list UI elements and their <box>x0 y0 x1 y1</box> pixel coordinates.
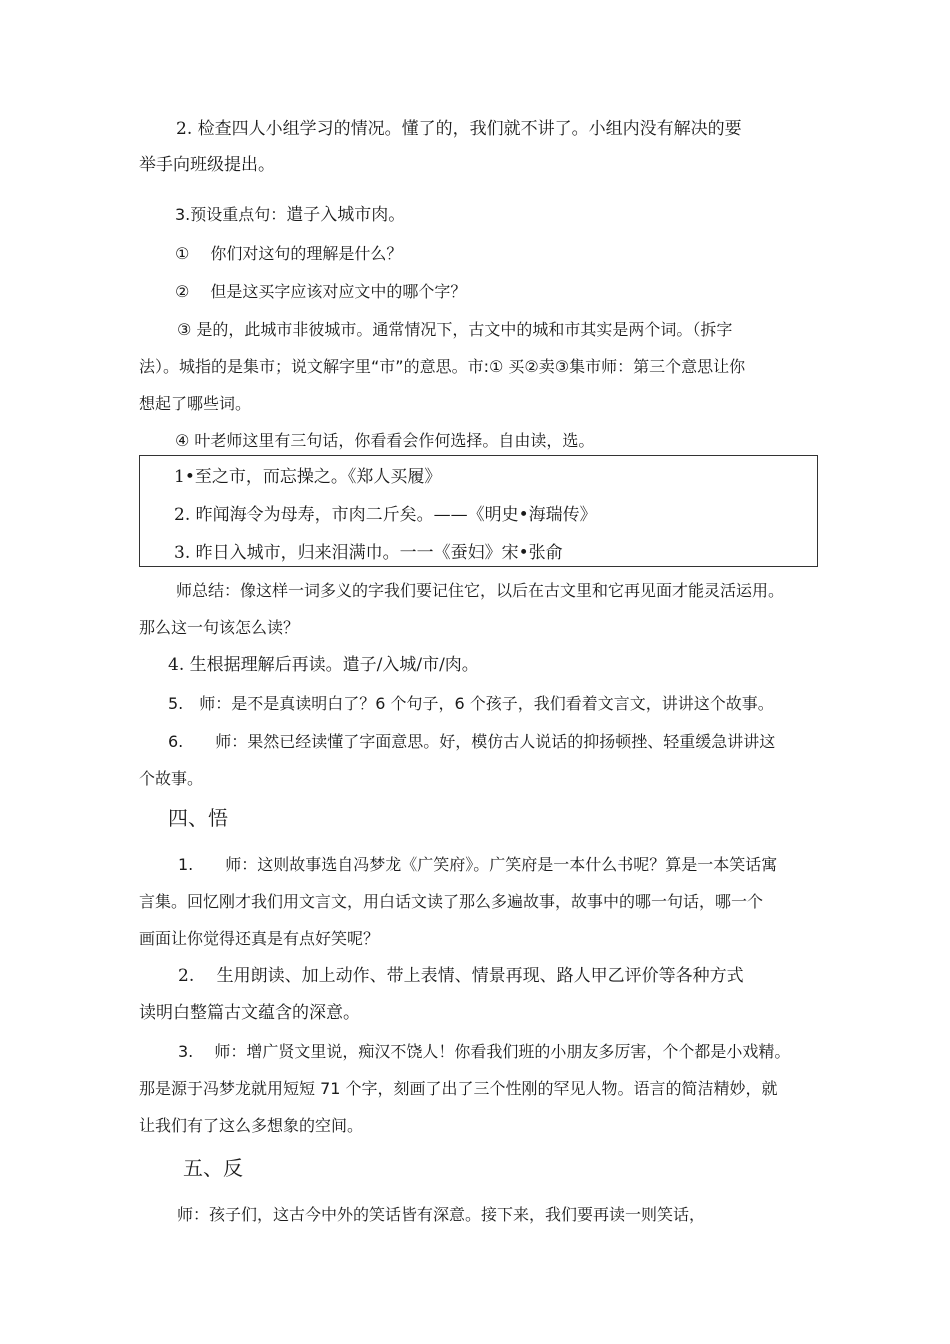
section-4-item-1-line-3: 画面让你觉得还真是有点好笑呢？ <box>139 929 380 948</box>
paragraph-3-lead: 3.预设重点句： <box>175 205 287 224</box>
summary-line-1: 师总结：像这样一词多义的字我们要记住它，以后在古文里和它再见面才能灵活运用。 <box>176 581 785 600</box>
quote-3: 3. 昨日入城市，归来泪满巾。一一《蚕妇》宋•张俞 <box>174 543 563 563</box>
section-4-item-1-line-2: 言集。回忆刚才我们用文言文，用白话文读了那么多遍故事，故事中的哪一句话，哪一个 <box>139 892 764 911</box>
question-3-line-1: ③ 是的，此城市非彼城市。通常情况下，古文中的城和市其实是两个词。（拆字 <box>177 320 733 339</box>
section-4-item-2-line-1: 2. 生用朗读、加上动作、带上表情、情景再现、路人甲乙评价等各种方式 <box>178 966 744 986</box>
section-5-title: 五、反 <box>183 1156 243 1180</box>
question-2: ② 但是这买字应该对应文中的哪个字？ <box>175 282 467 301</box>
section-4-item-1-line-1: 1. 师：这则故事选自冯梦龙《广笑府》。广笑府是一本什么书呢？算是一本笑话寓 <box>178 855 778 874</box>
paragraph-6-line-1: 6. 师：果然已经读懂了字面意思。好，模仿古人说话的抑扬顿挫、轻重缓急讲讲这 <box>168 732 776 751</box>
paragraph-2-line-2: 举手向班级提出。 <box>139 155 275 175</box>
section-4-item-2-line-2: 读明白整篇古文蕴含的深意。 <box>139 1003 360 1023</box>
quote-2: 2. 昨闻海令为母寿，市肉二斤矣。——《明史•海瑞传》 <box>174 505 597 525</box>
question-3-line-2: 法）。城指的是集市；说文解字里“市”的意思。市:① 买②卖③集市师：第三个意思让你 <box>139 357 746 376</box>
paragraph-4: 4. 生根据理解后再读。遣子/入城/市/肉。 <box>168 655 479 675</box>
question-3-line-3: 想起了哪些词。 <box>139 394 252 413</box>
question-1: ① 你们对这句的理解是什么？ <box>175 244 403 263</box>
paragraph-2-line-1: 2. 检查四人小组学习的情况。懂了的，我们就不讲了。小组内没有解决的要 <box>176 119 742 139</box>
section-4-item-3-line-1: 3. 师：增广贤文里说，痴汉不饶人！你看我们班的小朋友多厉害，个个都是小戏精。 <box>178 1042 791 1061</box>
section-4-item-3-line-3: 让我们有了这么多想象的空间。 <box>139 1116 364 1135</box>
paragraph-3-heading <box>175 205 405 225</box>
section-4-item-3-line-2: 那是源于冯梦龙就用短短 71 个字，刻画了出了三个性刚的罕见人物。语言的简洁精妙，就 <box>139 1079 778 1098</box>
section-4-title: 四、悟 <box>168 806 228 830</box>
paragraph-6-line-2: 个故事。 <box>139 769 204 788</box>
question-4: ④ 叶老师这里有三句话，你看看会作何选择。自由读，选。 <box>175 431 595 450</box>
quote-1: 1•至之市，而忘操之。《郑人买履》 <box>174 467 442 487</box>
summary-line-2: 那么这一句该怎么读？ <box>139 618 300 637</box>
paragraph-5: 5. 师：是不是真读明白了？6 个句子，6 个孩子，我们看着文言文，讲讲这个故事。 <box>168 694 774 713</box>
section-5-line-1: 师：孩子们，这古今中外的笑话皆有深意。接下来，我们要再读一则笑话， <box>177 1205 706 1224</box>
key-sentence: 遣子入城市肉。 <box>286 205 406 225</box>
